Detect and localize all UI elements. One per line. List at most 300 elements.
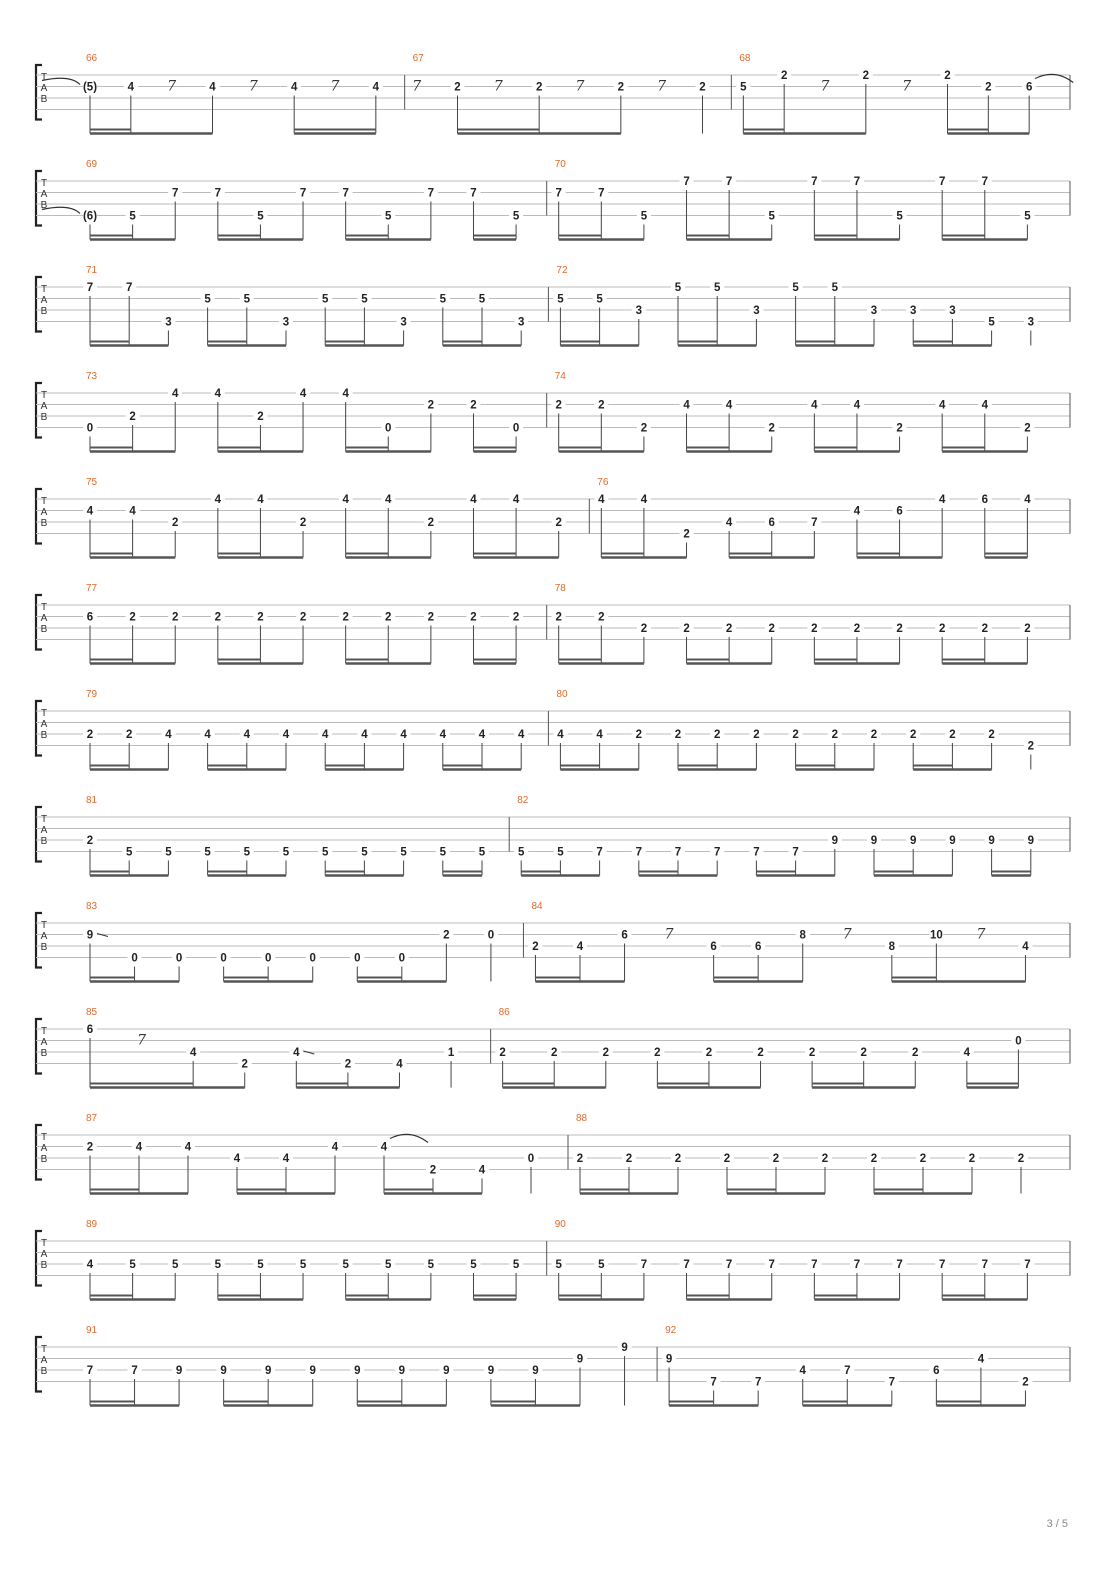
fret-number: 7 — [811, 517, 818, 529]
measure-number: 89 — [86, 1219, 98, 1230]
tab-clef-letter: B — [40, 94, 48, 105]
fret-number: 2 — [602, 1047, 609, 1059]
fret-number: 4 — [1024, 494, 1031, 506]
fret-number: 7 — [853, 1259, 861, 1271]
fret-number: 5 — [427, 1259, 435, 1271]
tab-clef-letter: A — [40, 295, 48, 306]
fret-number: 7 — [938, 1259, 946, 1271]
fret-number: 4 — [129, 505, 136, 518]
tab-clef-letter: B — [40, 1154, 48, 1165]
fret-number: 9 — [949, 835, 956, 847]
fret-number: 7 — [299, 187, 307, 200]
fret-number: 2 — [532, 941, 539, 953]
fret-number: 7 — [853, 176, 861, 188]
fret-number: 5 — [768, 210, 775, 223]
fret-number: 5 — [385, 1259, 392, 1271]
fret-number: 4 — [596, 729, 603, 741]
fret-number: 2 — [551, 1047, 558, 1059]
fret-number: 5 — [214, 1259, 222, 1271]
fret-number: 2 — [635, 729, 643, 741]
fret-number: 2 — [988, 729, 995, 741]
fret-number: 4 — [372, 81, 380, 94]
fret-number: 5 — [478, 846, 486, 859]
fret-number: 5 — [512, 1259, 520, 1271]
fret-number: 5 — [988, 316, 995, 329]
fret-number: 9 — [909, 835, 917, 847]
fret-number: 2 — [1024, 422, 1031, 435]
fret-number: 10 — [929, 929, 943, 942]
fret-number: 4 — [361, 729, 368, 741]
fret-number: 3 — [400, 316, 407, 329]
fret-number: 5 — [596, 293, 603, 306]
measure-number: 79 — [86, 689, 98, 700]
fret-number: 6 — [86, 1024, 94, 1036]
fret-number: 4 — [135, 1141, 143, 1154]
fret-number: 2 — [555, 399, 562, 412]
fret-number: 3 — [949, 305, 956, 317]
fret-number: 6 — [1025, 81, 1033, 94]
fret-number: 7 — [725, 1259, 733, 1271]
fret-number: 2 — [427, 517, 435, 529]
measure-number: 86 — [498, 1007, 510, 1018]
fret-number: 4 — [342, 494, 349, 506]
tab-clef-letter: B — [40, 624, 48, 635]
fret-number: 4 — [321, 729, 329, 741]
tab-clef-letter: A — [40, 507, 48, 518]
fret-number: 2 — [713, 729, 721, 741]
fret-number: 2 — [909, 729, 917, 741]
fret-number: 9 — [870, 835, 878, 847]
measure-number: 92 — [665, 1325, 677, 1336]
fret-number: 2 — [172, 517, 179, 529]
tab-clef-letter: T — [40, 284, 48, 295]
fret-number: 0 — [1015, 1035, 1022, 1048]
fret-number: 2 — [555, 517, 562, 529]
tab-clef-letter: A — [40, 1037, 48, 1048]
tab-clef-letter: B — [40, 942, 48, 953]
fret-number: 2 — [853, 623, 861, 635]
fret-number: 2 — [299, 611, 307, 624]
fret-number: 5 — [165, 846, 172, 859]
rest-symbol: 7 — [412, 78, 422, 95]
fret-number: 2 — [129, 611, 136, 624]
tab-clef-letter: A — [40, 825, 48, 836]
fret-number: 7 — [214, 187, 222, 200]
fret-number: 4 — [184, 1141, 192, 1154]
rest-symbol: 7 — [493, 78, 503, 95]
fret-number: 5 — [282, 846, 290, 859]
fret-number: 4 — [512, 494, 520, 506]
fret-number: 4 — [478, 1164, 486, 1177]
fret-number: 2 — [86, 1141, 94, 1154]
fret-number: 4 — [938, 399, 946, 412]
rest-symbol: 7 — [137, 1032, 147, 1049]
fret-number: 2 — [385, 611, 392, 624]
fret-number: 2 — [792, 729, 799, 741]
fret-number: 4 — [557, 729, 564, 741]
measure-number: 90 — [554, 1219, 566, 1230]
fret-number: 7 — [86, 282, 94, 294]
fret-number: 2 — [811, 623, 818, 635]
fret-number: 0 — [487, 929, 495, 942]
fret-number: 5 — [439, 846, 447, 859]
fret-number: 3 — [282, 316, 290, 329]
fret-number: 0 — [175, 952, 183, 965]
fret-number: 0 — [264, 952, 272, 965]
fret-number: 2 — [576, 1153, 584, 1165]
fret-number: 2 — [862, 70, 870, 82]
fret-number: 5 — [342, 1259, 349, 1271]
fret-number: 4 — [342, 388, 349, 400]
tab-clef-letter: T — [40, 1132, 48, 1143]
fret-number: 2 — [919, 1153, 927, 1165]
fret-number: 9 — [398, 1365, 406, 1377]
fret-number: 5 — [557, 846, 564, 859]
fret-number: 5 — [321, 293, 329, 306]
fret-number: 6 — [86, 611, 94, 624]
tab-clef-letter: A — [40, 931, 48, 942]
fret-number: 5 — [172, 1259, 179, 1271]
fret-number: 2 — [299, 517, 307, 529]
fret-number: 2 — [985, 81, 992, 94]
tab-clef-letter: T — [40, 178, 48, 189]
fret-number: (6) — [82, 210, 98, 223]
fret-number: 4 — [282, 1153, 290, 1165]
fret-number: 4 — [853, 505, 861, 518]
fret-number: 4 — [853, 399, 861, 412]
tab-clef-letter: T — [40, 1238, 48, 1249]
fret-number: 2 — [86, 835, 94, 847]
tab-clef-letter: A — [40, 189, 48, 200]
measure-number: 83 — [86, 901, 98, 912]
fret-number: 7 — [710, 1376, 717, 1389]
fret-number: 2 — [912, 1047, 919, 1059]
fret-number: 7 — [470, 187, 477, 200]
fret-number: 5 — [204, 846, 211, 859]
fret-number: 3 — [753, 305, 760, 317]
fret-number: 0 — [527, 1153, 535, 1165]
fret-number: 0 — [309, 952, 316, 965]
measure-number: 66 — [86, 53, 98, 64]
rest-symbol: 7 — [820, 78, 830, 95]
fret-number: 5 — [640, 210, 648, 223]
fret-number: 4 — [282, 729, 290, 741]
rest-symbol: 7 — [902, 78, 912, 95]
fret-number: 8 — [799, 929, 806, 942]
fret-number: 7 — [427, 187, 435, 200]
fret-number: 2 — [674, 729, 682, 741]
fret-number: 7 — [640, 1259, 648, 1271]
fret-number: 0 — [385, 422, 392, 435]
fret-number: 2 — [683, 528, 690, 541]
measure-number: 85 — [86, 1007, 98, 1018]
fret-number: 2 — [443, 929, 450, 942]
fret-number: 5 — [129, 210, 136, 223]
fret-number: 5 — [204, 293, 211, 306]
fret-number: 9 — [264, 1365, 272, 1377]
tab-clef-letter: T — [40, 1344, 48, 1355]
fret-number: 0 — [354, 952, 361, 965]
fret-number: 4 — [1022, 941, 1029, 953]
fret-number: 4 — [243, 729, 251, 741]
fret-number: (5) — [82, 81, 98, 94]
page-number: 3 / 5 — [1046, 1518, 1068, 1530]
fret-number: 7 — [342, 187, 349, 200]
fret-number: 2 — [427, 611, 435, 624]
fret-number: 7 — [86, 1365, 94, 1377]
fret-number: 2 — [808, 1047, 816, 1059]
fret-number: 4 — [799, 1365, 806, 1377]
fret-number: 2 — [86, 729, 94, 741]
rest-symbol: 7 — [167, 78, 177, 95]
fret-number: 9 — [532, 1365, 539, 1377]
measure-number: 77 — [86, 583, 98, 594]
fret-number: 2 — [598, 611, 605, 624]
fret-number: 3 — [165, 316, 172, 329]
fret-number: 7 — [811, 1259, 818, 1271]
fret-number: 2 — [512, 611, 520, 624]
fret-number: 4 — [214, 388, 222, 400]
measure-number: 68 — [739, 53, 751, 64]
fret-number: 7 — [811, 176, 818, 188]
measure-number: 84 — [531, 901, 543, 912]
tab-clef-letter: T — [40, 496, 48, 507]
fret-number: 2 — [429, 1164, 437, 1177]
fret-number: 3 — [517, 316, 525, 329]
fret-number: 9 — [175, 1365, 183, 1377]
tab-clef-letter: B — [40, 518, 48, 529]
fret-number: 5 — [257, 210, 264, 223]
fret-number: 4 — [204, 729, 211, 741]
rest-symbol: 7 — [248, 78, 258, 95]
fret-number: 2 — [640, 623, 648, 635]
tab-clef-letter: T — [40, 814, 48, 825]
fret-number: 2 — [535, 81, 543, 94]
tab-clef-letter: B — [40, 1366, 48, 1377]
fret-number: 2 — [768, 422, 775, 435]
measure-number: 87 — [86, 1113, 98, 1124]
fret-number: 7 — [674, 846, 682, 859]
fret-number: 9 — [576, 1353, 584, 1366]
tab-clef-letter: A — [40, 1143, 48, 1154]
fret-number: 2 — [470, 611, 477, 624]
fret-number: 7 — [125, 282, 133, 294]
fret-number: 9 — [1027, 835, 1035, 847]
fret-number: 2 — [780, 70, 788, 82]
fret-number: 4 — [165, 729, 172, 741]
fret-number: 4 — [86, 1259, 94, 1271]
fret-number: 5 — [257, 1259, 264, 1271]
tie-arc — [42, 207, 80, 213]
tab-clef-letter: T — [40, 390, 48, 401]
fret-number: 2 — [938, 623, 946, 635]
measure-number: 73 — [86, 371, 98, 382]
fret-number: 7 — [713, 846, 721, 859]
fret-number: 2 — [772, 1153, 780, 1165]
measure-number: 91 — [86, 1325, 98, 1336]
fret-number: 2 — [625, 1153, 633, 1165]
fret-number: 4 — [331, 1141, 339, 1154]
tie-arc — [42, 78, 80, 84]
fret-number: 2 — [944, 70, 951, 82]
fret-number: 7 — [598, 187, 605, 200]
measure-number: 78 — [554, 583, 566, 594]
fret-number: 0 — [86, 422, 94, 435]
fret-number: 3 — [909, 305, 917, 317]
fret-number: 5 — [470, 1259, 477, 1271]
fret-number: 2 — [723, 1153, 731, 1165]
fret-number: 5 — [555, 1259, 562, 1271]
measure-number: 80 — [556, 689, 568, 700]
fret-number: 6 — [981, 494, 988, 506]
fret-number: 2 — [257, 611, 264, 624]
fret-number: 4 — [811, 399, 818, 412]
rest-symbol: 7 — [976, 926, 986, 943]
measure-number: 67 — [412, 53, 424, 64]
fret-number: 4 — [299, 388, 307, 400]
fret-number: 7 — [635, 846, 643, 859]
fret-number: 2 — [427, 399, 435, 412]
fret-number: 5 — [517, 846, 525, 859]
fret-number: 7 — [754, 1376, 762, 1389]
fret-number: 8 — [888, 941, 896, 953]
fret-number: 2 — [470, 399, 477, 412]
fret-number: 5 — [557, 293, 564, 306]
fret-number: 7 — [981, 1259, 988, 1271]
fret-number: 5 — [792, 282, 799, 294]
fret-number: 2 — [654, 1047, 661, 1059]
measure-number: 82 — [517, 795, 529, 806]
fret-number: 4 — [725, 517, 733, 529]
fret-number: 2 — [757, 1047, 764, 1059]
fret-number: 5 — [243, 293, 251, 306]
fret-number: 6 — [710, 941, 717, 953]
fret-number: 2 — [172, 611, 179, 624]
fret-number: 2 — [831, 729, 839, 741]
fret-number: 4 — [396, 1058, 403, 1071]
fret-number: 4 — [981, 399, 988, 412]
measure-number: 76 — [597, 477, 609, 488]
fret-number: 2 — [674, 1153, 682, 1165]
measure-number: 71 — [86, 265, 98, 276]
fret-number: 9 — [621, 1342, 628, 1354]
fret-number: 7 — [596, 846, 603, 859]
fret-number: 7 — [683, 176, 690, 188]
fret-number: 5 — [831, 282, 839, 294]
measure-number: 88 — [576, 1113, 588, 1124]
fret-number: 2 — [683, 623, 690, 635]
fret-number: 2 — [1022, 1376, 1029, 1389]
tab-clef-letter: A — [40, 613, 48, 624]
fret-number: 1 — [447, 1047, 455, 1059]
fret-number: 2 — [896, 623, 903, 635]
fret-number: 4 — [233, 1153, 241, 1165]
fret-number: 4 — [385, 494, 392, 506]
fret-number: 3 — [635, 305, 643, 317]
fret-number: 7 — [768, 1259, 775, 1271]
fret-number: 4 — [189, 1047, 197, 1059]
tab-clef-letter: B — [40, 730, 48, 741]
fret-number: 4 — [86, 505, 94, 518]
fret-number: 7 — [896, 1259, 903, 1271]
fret-number: 2 — [344, 1058, 352, 1071]
fret-number: 2 — [640, 422, 648, 435]
measure-number: 69 — [86, 159, 98, 170]
fret-number: 2 — [1024, 623, 1031, 635]
fret-number: 9 — [220, 1365, 227, 1377]
fret-number: 2 — [342, 611, 349, 624]
measure-number: 72 — [556, 265, 568, 276]
fret-number: 5 — [598, 1259, 605, 1271]
rest-symbol: 7 — [842, 926, 852, 943]
tab-clef-letter: T — [40, 708, 48, 719]
fret-number: 2 — [699, 81, 706, 94]
fret-number: 6 — [621, 929, 628, 942]
fret-number: 5 — [400, 846, 407, 859]
fret-number: 9 — [988, 835, 995, 847]
fret-number: 4 — [478, 729, 486, 741]
fret-number: 5 — [125, 846, 133, 859]
tab-clef-letter: T — [40, 72, 48, 83]
fret-number: 0 — [131, 952, 138, 965]
fret-number: 2 — [598, 399, 605, 412]
tab-clef-letter: B — [40, 836, 48, 847]
fret-number: 2 — [1027, 740, 1035, 753]
fret-number: 6 — [754, 941, 762, 953]
fret-number: 2 — [968, 1153, 976, 1165]
fret-number: 2 — [870, 1153, 878, 1165]
rest-symbol: 7 — [657, 78, 667, 95]
fret-number: 2 — [214, 611, 222, 624]
fret-number: 2 — [870, 729, 878, 741]
tab-clef-letter: A — [40, 719, 48, 730]
fret-number: 5 — [243, 846, 251, 859]
fret-number: 2 — [499, 1047, 506, 1059]
fret-number: 5 — [129, 1259, 136, 1271]
fret-number: 4 — [439, 729, 447, 741]
fret-number: 9 — [443, 1365, 450, 1377]
tab-clef-letter: B — [40, 200, 48, 211]
fret-number: 5 — [299, 1259, 307, 1271]
fret-number: 4 — [127, 81, 135, 94]
fret-number: 2 — [821, 1153, 829, 1165]
rest-symbol: 7 — [330, 78, 340, 95]
fret-number: 2 — [129, 411, 136, 423]
rest-symbol: 7 — [575, 78, 585, 95]
tab-clef-letter: T — [40, 1026, 48, 1037]
fret-number: 2 — [454, 81, 461, 94]
fret-number: 3 — [1027, 316, 1035, 329]
fret-number: 9 — [831, 835, 839, 847]
fret-number: 4 — [963, 1047, 971, 1059]
fret-number: 7 — [172, 187, 179, 200]
fret-number: 0 — [398, 952, 406, 965]
fret-number: 9 — [309, 1365, 316, 1377]
fret-number: 2 — [1017, 1153, 1025, 1165]
fret-number: 7 — [683, 1259, 690, 1271]
fret-number: 4 — [598, 494, 605, 506]
fret-number: 4 — [938, 494, 946, 506]
fret-number: 4 — [977, 1353, 985, 1366]
measure-number: 75 — [86, 477, 98, 488]
fret-number: 2 — [981, 623, 988, 635]
fret-number: 5 — [896, 210, 903, 223]
tab-clef-letter: A — [40, 1355, 48, 1366]
fret-number: 4 — [290, 81, 298, 94]
fret-number: 7 — [792, 846, 799, 859]
fret-number: 7 — [555, 187, 562, 200]
fret-number: 6 — [896, 505, 903, 518]
